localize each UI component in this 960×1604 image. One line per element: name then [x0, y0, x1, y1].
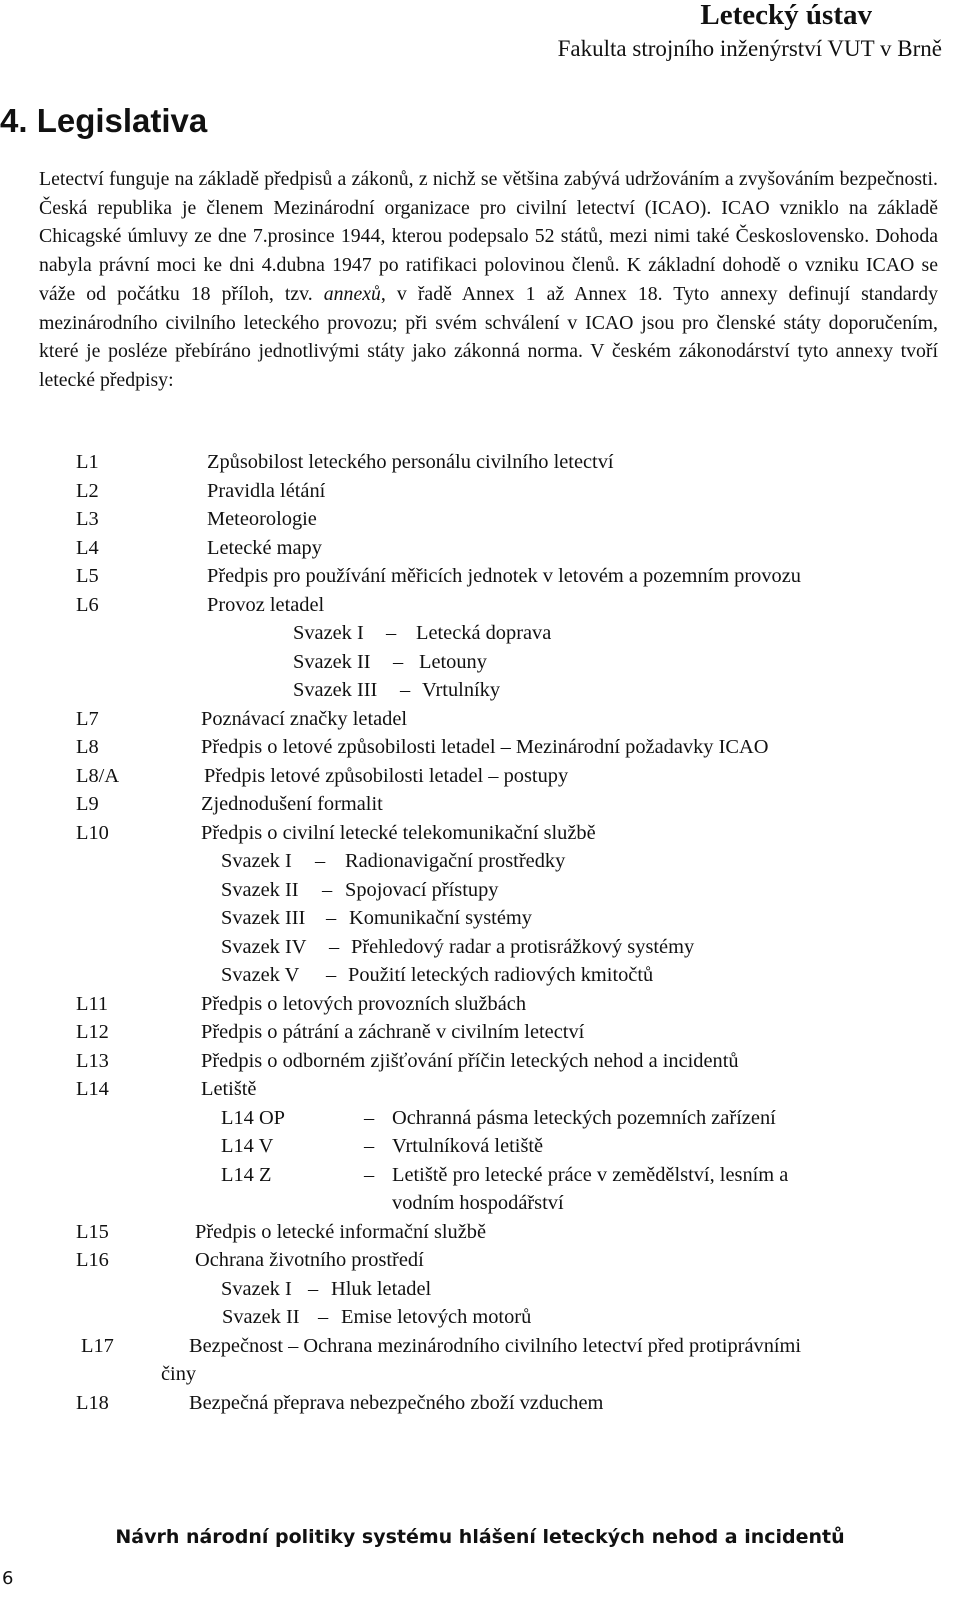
section-title: 4. Legislativa [0, 102, 208, 139]
regulation-code: L1 [76, 451, 99, 473]
footer-title: Návrh národní politiky systému hlášení leteckých nehod a incidentů [115, 1526, 845, 1548]
volume-title: Použití leteckých radiových kmitočtů [348, 964, 654, 986]
volume-title: Spojovací přístupy [345, 879, 499, 901]
volume-name: Svazek IV [221, 936, 307, 958]
regulation-title: Předpis o letové způsobilosti letadel – Mezinárodní požadavky ICAO [201, 736, 769, 758]
volume-dash: – [329, 936, 340, 958]
subregulation-title: Ochranná pásma leteckých pozemních zařízení [392, 1107, 776, 1129]
volume-dash: – [315, 850, 326, 872]
volume-title: Letouny [419, 651, 487, 673]
regulation-title-continued: činy [161, 1363, 197, 1385]
regulation-code: L16 [76, 1249, 109, 1271]
regulation-title: Ochrana životního prostředí [195, 1249, 424, 1271]
regulation-code: L8 [76, 736, 99, 758]
regulation-code: L4 [76, 537, 99, 559]
subregulation-dash: – [364, 1107, 375, 1129]
volume-name: Svazek I [221, 1278, 292, 1300]
volume-name: Svazek I [293, 622, 364, 644]
subregulation-code: L14 Z [221, 1164, 272, 1186]
regulation-code: L15 [76, 1221, 109, 1243]
volume-name: Svazek II [293, 651, 371, 673]
regulation-code: L9 [76, 793, 99, 815]
regulation-code: L11 [76, 993, 109, 1015]
regulation-code: L5 [76, 565, 99, 587]
volume-dash: – [326, 964, 337, 986]
regulation-code: L7 [76, 708, 99, 730]
intro-text-2: , v řadě Annex 1 až Annex 18. Tyto annexy definují standardy mezinárodního civilního leteckého provozu; při svém schválení v ICAO jsou pro členské státy doporučením, které je posléze přebíráno jednotlivými státy jako zákonná norma. V českém zákonodárství tyto annexy tvoří letecké předpisy: [39, 282, 938, 391]
regulation-title: Předpis o odborném zjišťování příčin leteckých nehod a incidentů [201, 1050, 739, 1072]
regulation-code: L8/A [76, 765, 120, 787]
volume-dash: – [318, 1306, 329, 1328]
volume-name: Svazek V [221, 964, 300, 986]
regulation-title: Způsobilost leteckého personálu civilního letectví [207, 451, 614, 473]
volume-title: Letecká doprava [416, 622, 552, 644]
intro-text-1: Letectví funguje na základě předpisů a zákonů, z nichž se většina zabývá udržováním a zvyšováním bezpečnosti. Česká republika je členem Mezinárodní organizace pro civilní letectví (ICAO). ICAO vzniklo na základě Chicagské úmluvy ze dne 7.prosince 1944, kterou podepsalo 52 států, mezi nimi také Československo. Dohoda nabyla právní moci ke dni 4.dubna 1947 po ratifikaci polovinou členů. K základní dohodě o vzniku ICAO se váže od počátku 18 příloh, tzv. [39, 168, 938, 305]
page-number: 6 [2, 1568, 14, 1589]
subregulation-code: L14 V [221, 1135, 274, 1157]
subregulation-dash: – [364, 1135, 375, 1157]
regulation-title: Bezpečnost – Ochrana mezinárodního civilního letectví před protiprávními [189, 1335, 802, 1357]
volume-dash: – [322, 879, 333, 901]
institute-name: Letecký ústav [700, 0, 872, 31]
regulation-code: L14 [76, 1078, 109, 1100]
volume-name: Svazek III [293, 679, 378, 701]
regulation-code: L6 [76, 594, 99, 616]
regulation-title: Zjednodušení formalit [201, 793, 383, 815]
volume-name: Svazek II [221, 879, 299, 901]
volume-name: Svazek III [221, 907, 306, 929]
volume-name: Svazek I [221, 850, 292, 872]
regulation-title: Poznávací značky letadel [201, 708, 408, 730]
regulation-code: L12 [76, 1021, 109, 1043]
volume-dash: – [308, 1278, 319, 1300]
regulation-title: Předpis letové způsobilosti letadel – postupy [204, 765, 569, 787]
regulation-code: L10 [76, 822, 109, 844]
regulation-title: Letecké mapy [207, 537, 322, 559]
regulation-code: L18 [76, 1392, 109, 1414]
volume-name: Svazek II [222, 1306, 300, 1328]
regulation-title: Bezpečná přeprava nebezpečného zboží vzduchem [189, 1392, 604, 1414]
volume-title: Vrtulníky [422, 679, 501, 701]
volume-title: Přehledový radar a protisrážkový systémy [351, 936, 695, 958]
volume-dash: – [400, 679, 411, 701]
volume-title: Komunikační systémy [349, 907, 532, 929]
regulation-title: Předpis o letecké informační službě [195, 1221, 487, 1243]
volume-dash: – [326, 907, 337, 929]
regulation-title: Letiště [201, 1078, 257, 1100]
regulation-title: Předpis o civilní letecké telekomunikační službě [201, 822, 596, 844]
volume-dash: – [386, 622, 397, 644]
page-header [0, 0, 948, 68]
regulation-title: Pravidla létání [207, 480, 326, 502]
intro-annex-word: annexů [323, 282, 381, 305]
regulation-code: L3 [76, 508, 99, 530]
volume-title: Hluk letadel [331, 1278, 432, 1300]
volume-dash: – [393, 651, 404, 673]
regulation-code: L17 [81, 1335, 114, 1357]
regulation-title: Předpis pro používání měřicích jednotek v letovém a pozemním provozu [207, 565, 801, 587]
regulation-title: Předpis o pátrání a záchraně v civilním letectví [201, 1021, 585, 1043]
subregulation-code: L14 OP [221, 1107, 286, 1129]
subregulation-title: Vrtulníková letiště [392, 1135, 544, 1157]
faculty-name: Fakulta strojního inženýrství VUT v Brně [557, 36, 942, 61]
subregulation-title-continued: vodním hospodářství [392, 1192, 564, 1214]
regulation-title: Předpis o letových provozních službách [201, 993, 527, 1015]
volume-title: Emise letových motorů [341, 1306, 532, 1328]
regulation-title: Provoz letadel [207, 594, 325, 616]
regulation-code: L2 [76, 480, 99, 502]
regulation-title: Meteorologie [207, 508, 317, 530]
regulation-code: L13 [76, 1050, 109, 1072]
subregulation-dash: – [364, 1164, 375, 1186]
subregulation-title: Letiště pro letecké práce v zemědělství, lesním a [392, 1164, 789, 1186]
intro-paragraph [39, 165, 938, 395]
volume-title: Radionavigační prostředky [345, 850, 566, 872]
